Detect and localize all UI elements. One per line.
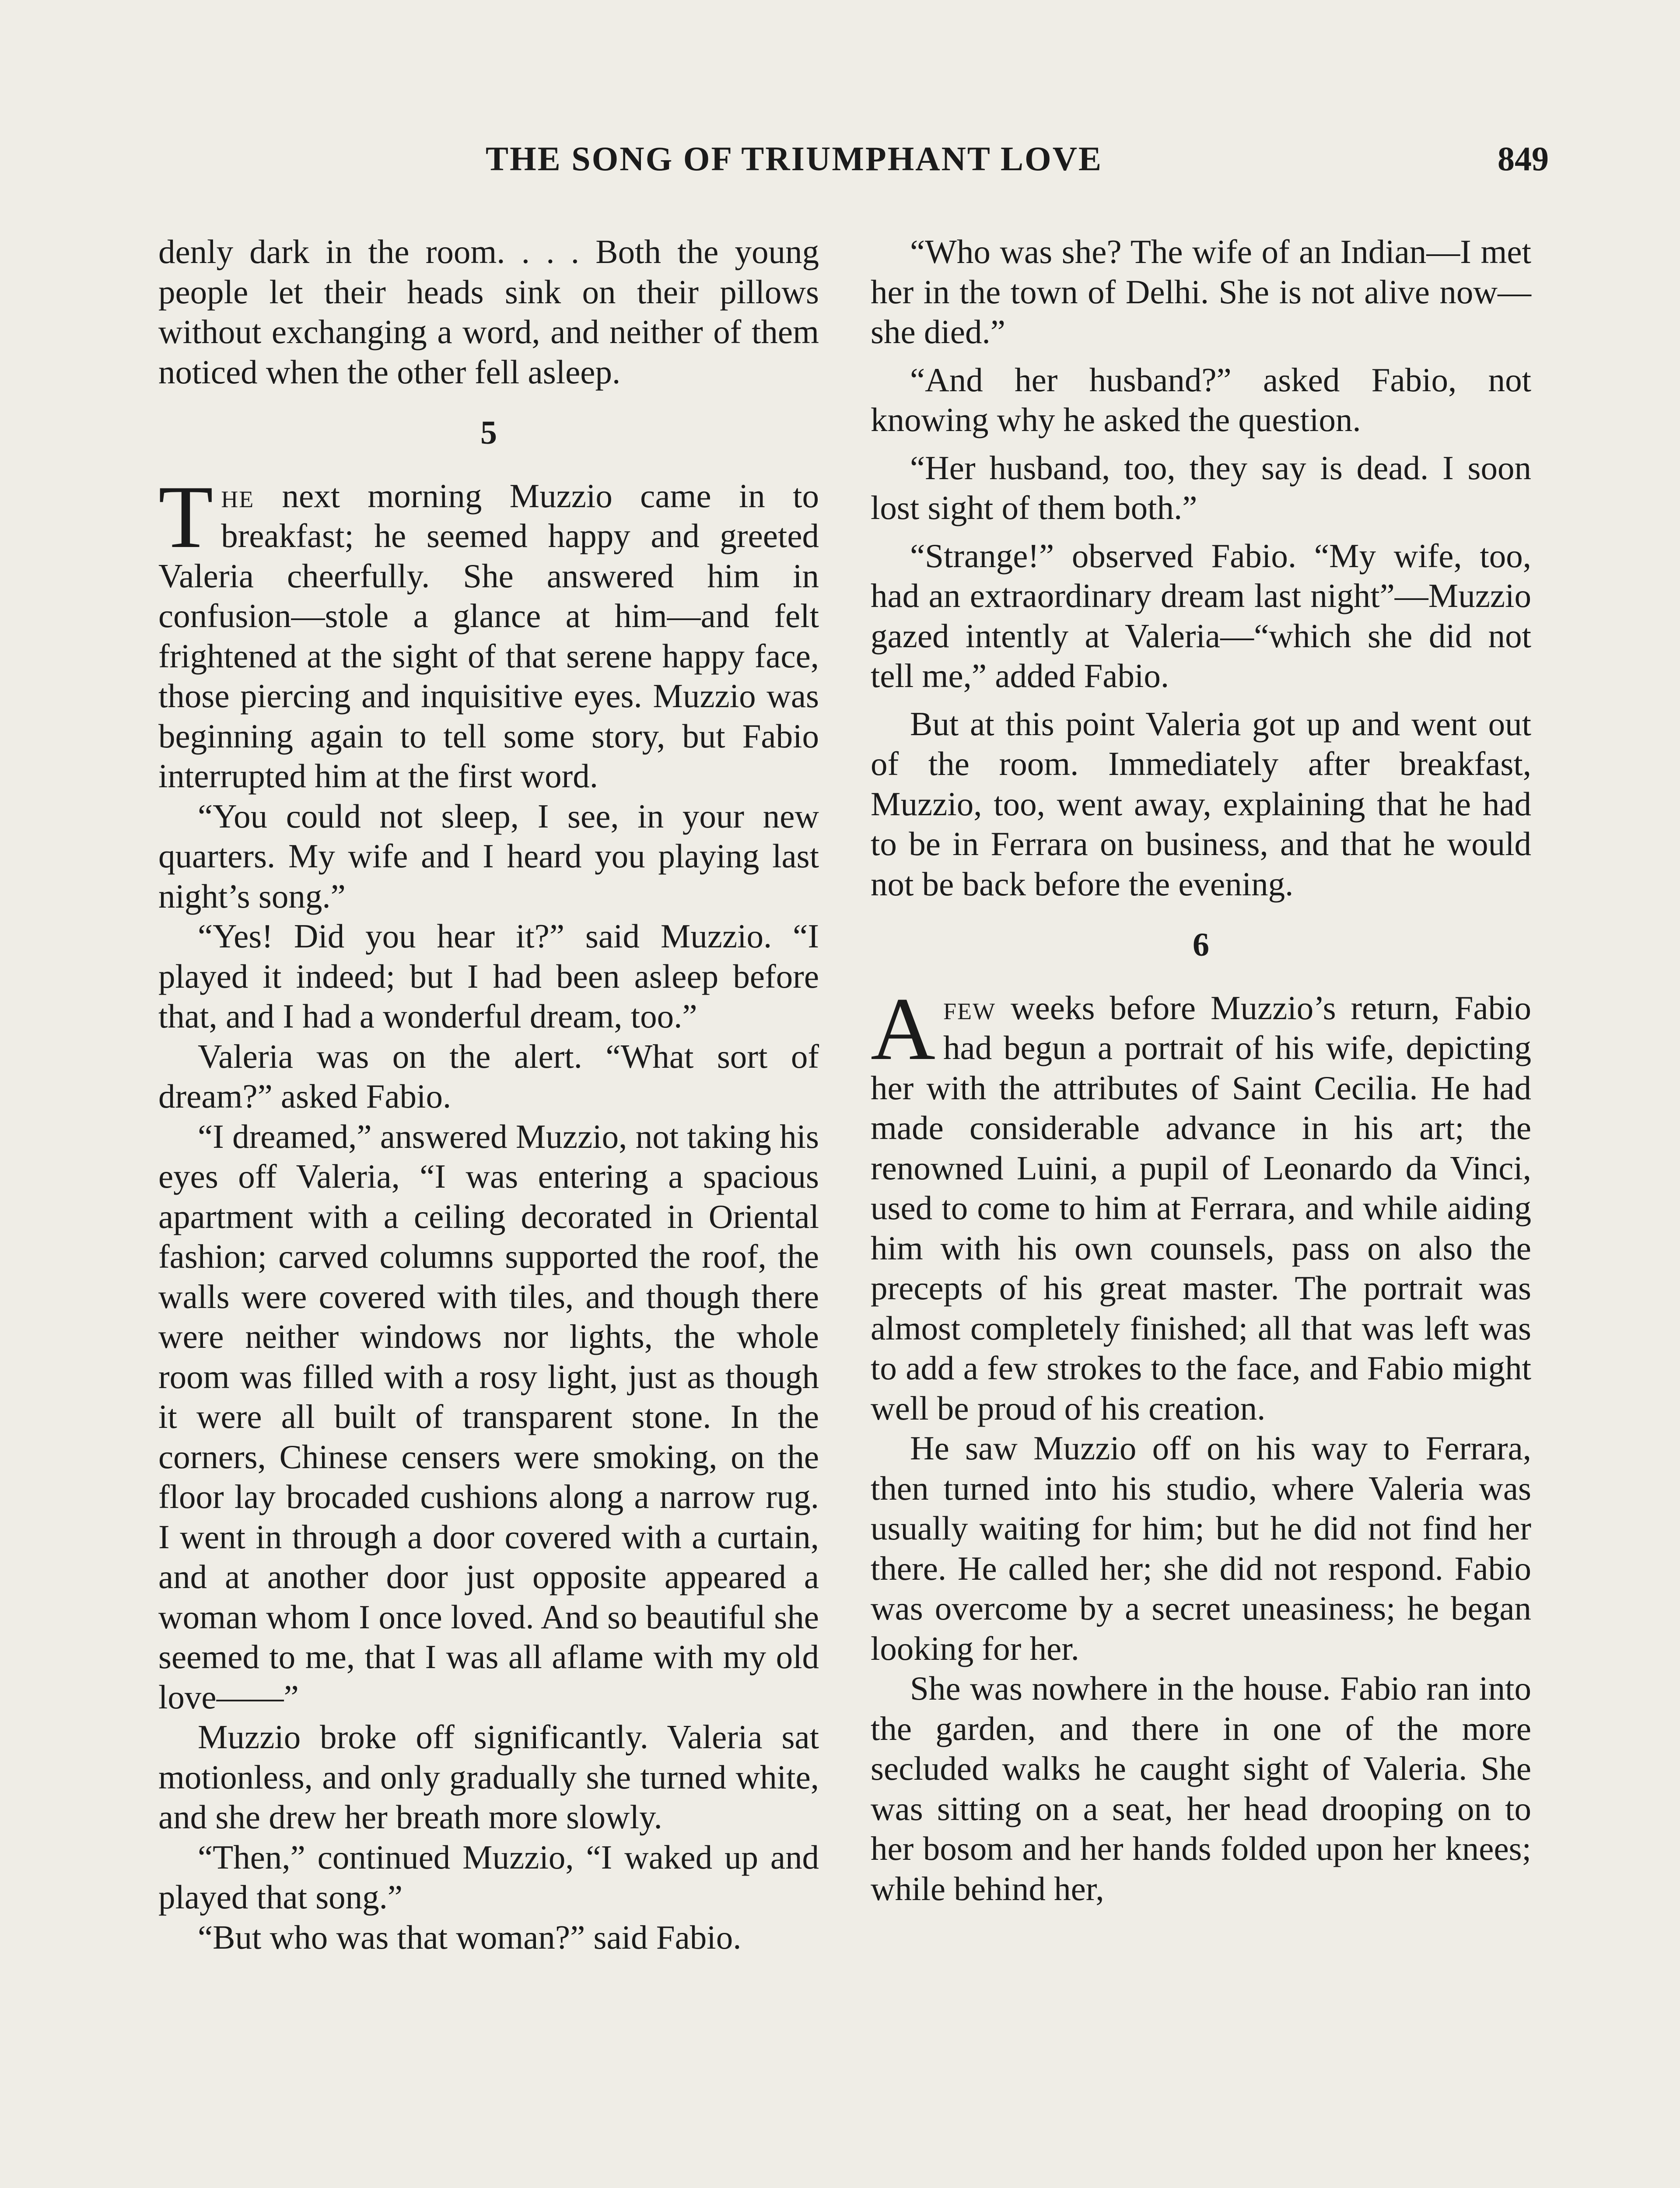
paragraph: “Strange!” observed Fabio. “My wife, too, had an extraordinary dream last night”—Muzzio gazed intently at Valeria—“which she did not tell me,” added Fabio. — [871, 536, 1531, 694]
section-number: 5 — [480, 414, 497, 451]
page-number: 849 — [1498, 140, 1549, 178]
paragraph-text: weeks before Muzzio’s return, Fabio had begun a portrait of his wife, depicting her with the attributes of Saint Cecilia. He had made considerable advance in his art; the renowned Luini, a pupil of Leonardo da Vinci, used to come to him at Ferrara, and while aiding him with his own counsels, pass on also the precepts of his great master. The portrait was almost completely finished; all that was left was to add a few strokes to the face, and Fabio might well be proud of his creation. — [871, 989, 1531, 1427]
drop-cap: T — [158, 467, 214, 567]
left-column — [158, 232, 819, 1957]
paragraph: “But who was that woman?” said Fabio. — [198, 1918, 742, 1956]
section-number: 6 — [1193, 926, 1209, 963]
paragraph: “I dreamed,” answered Muzzio, not taking his eyes off Valeria, “I was entering a spacious apartment with a ceiling decorated in Oriental fashion; carved columns supported the roof, the walls were covered with tiles, and though there were neither windows nor lights, the whole room was filled with a rosy light, just as though it were all built of transparent stone. In the corners, Chinese censers were smoking, on the floor lay brocaded cushions along a narrow rug. I went in through a door covered with a curtain, and at another door just opposite appeared a woman whom I once loved. And so beautiful she seemed to me, that I was all aflame with my old love——” — [158, 1117, 819, 1716]
drop-cap: A — [871, 979, 936, 1079]
paragraph: “Her husband, too, they say is dead. I soon lost sight of them both.” — [871, 449, 1531, 526]
paragraph: He saw Muzzio off on his way to Ferrara, then turned into his studio, where Valeria was usually waiting for him; but he did not find her there. He called her; she did not respond. Fabio was overcome by a secret uneasiness; he began looking for her. — [871, 1429, 1531, 1667]
paragraph: “Who was she? The wife of an Indian—I met her in the town of Delhi. She is not alive now—she died.” — [871, 233, 1531, 351]
paragraph: “Yes! Did you hear it?” said Muzzio. “I played it indeed; but I had been asleep before that, and I had a wonderful dream, too.” — [158, 917, 819, 1035]
small-caps-lead: he — [221, 477, 255, 515]
paragraph: Valeria was on the alert. “What sort of dream?” asked Fabio. — [158, 1037, 819, 1115]
paragraph: “And her husband?” asked Fabio, not knowing why he asked the question. — [871, 361, 1531, 438]
small-caps-lead: few — [943, 989, 996, 1027]
paragraph: “Then,” continued Muzzio, “I waked up and played that song.” — [158, 1838, 819, 1916]
paragraph: “You could not sleep, I see, in your new quarters. My wife and I heard you playing last night’s song.” — [158, 797, 819, 915]
paragraph: She was nowhere in the house. Fabio ran into the garden, and there in one of the more secluded walks he caught sight of Valeria. She was sitting on a seat, her head drooping on to her bosom and her hands folded upon her knees; while behind her, — [871, 1669, 1531, 1907]
paragraph — [158, 467, 819, 796]
running-header — [0, 139, 1680, 187]
right-column — [871, 232, 1531, 1909]
paragraph-text: next morning Muzzio came in to breakfast; he seemed happy and greeted Valeria cheerfully. She answered him in confusion—stole a glance at him—and felt frightened at the sight of that serene happy face, those piercing and inquisitive eyes. Muzzio was beginning again to tell some story, but Fabio interrupted him at the first word. — [158, 477, 819, 795]
paragraph: But at this point Valeria got up and went out of the room. Immediately after breakfast, Muzzio, too, went away, explaining that he had to be in Ferrara on business, and that he would not be back before the evening. — [871, 705, 1531, 903]
paragraph: denly dark in the room. . . . Both the young people let their heads sink on their pillows without exchanging a word, and neither of them noticed when the other fell asleep. — [158, 233, 819, 391]
paragraph: Muzzio broke off significantly. Valeria sat motionless, and only gradually she turned white, and she drew her breath more slowly. — [158, 1718, 819, 1836]
running-title: THE SONG OF TRIUMPHANT LOVE — [486, 140, 1103, 178]
paragraph — [871, 979, 1531, 1429]
